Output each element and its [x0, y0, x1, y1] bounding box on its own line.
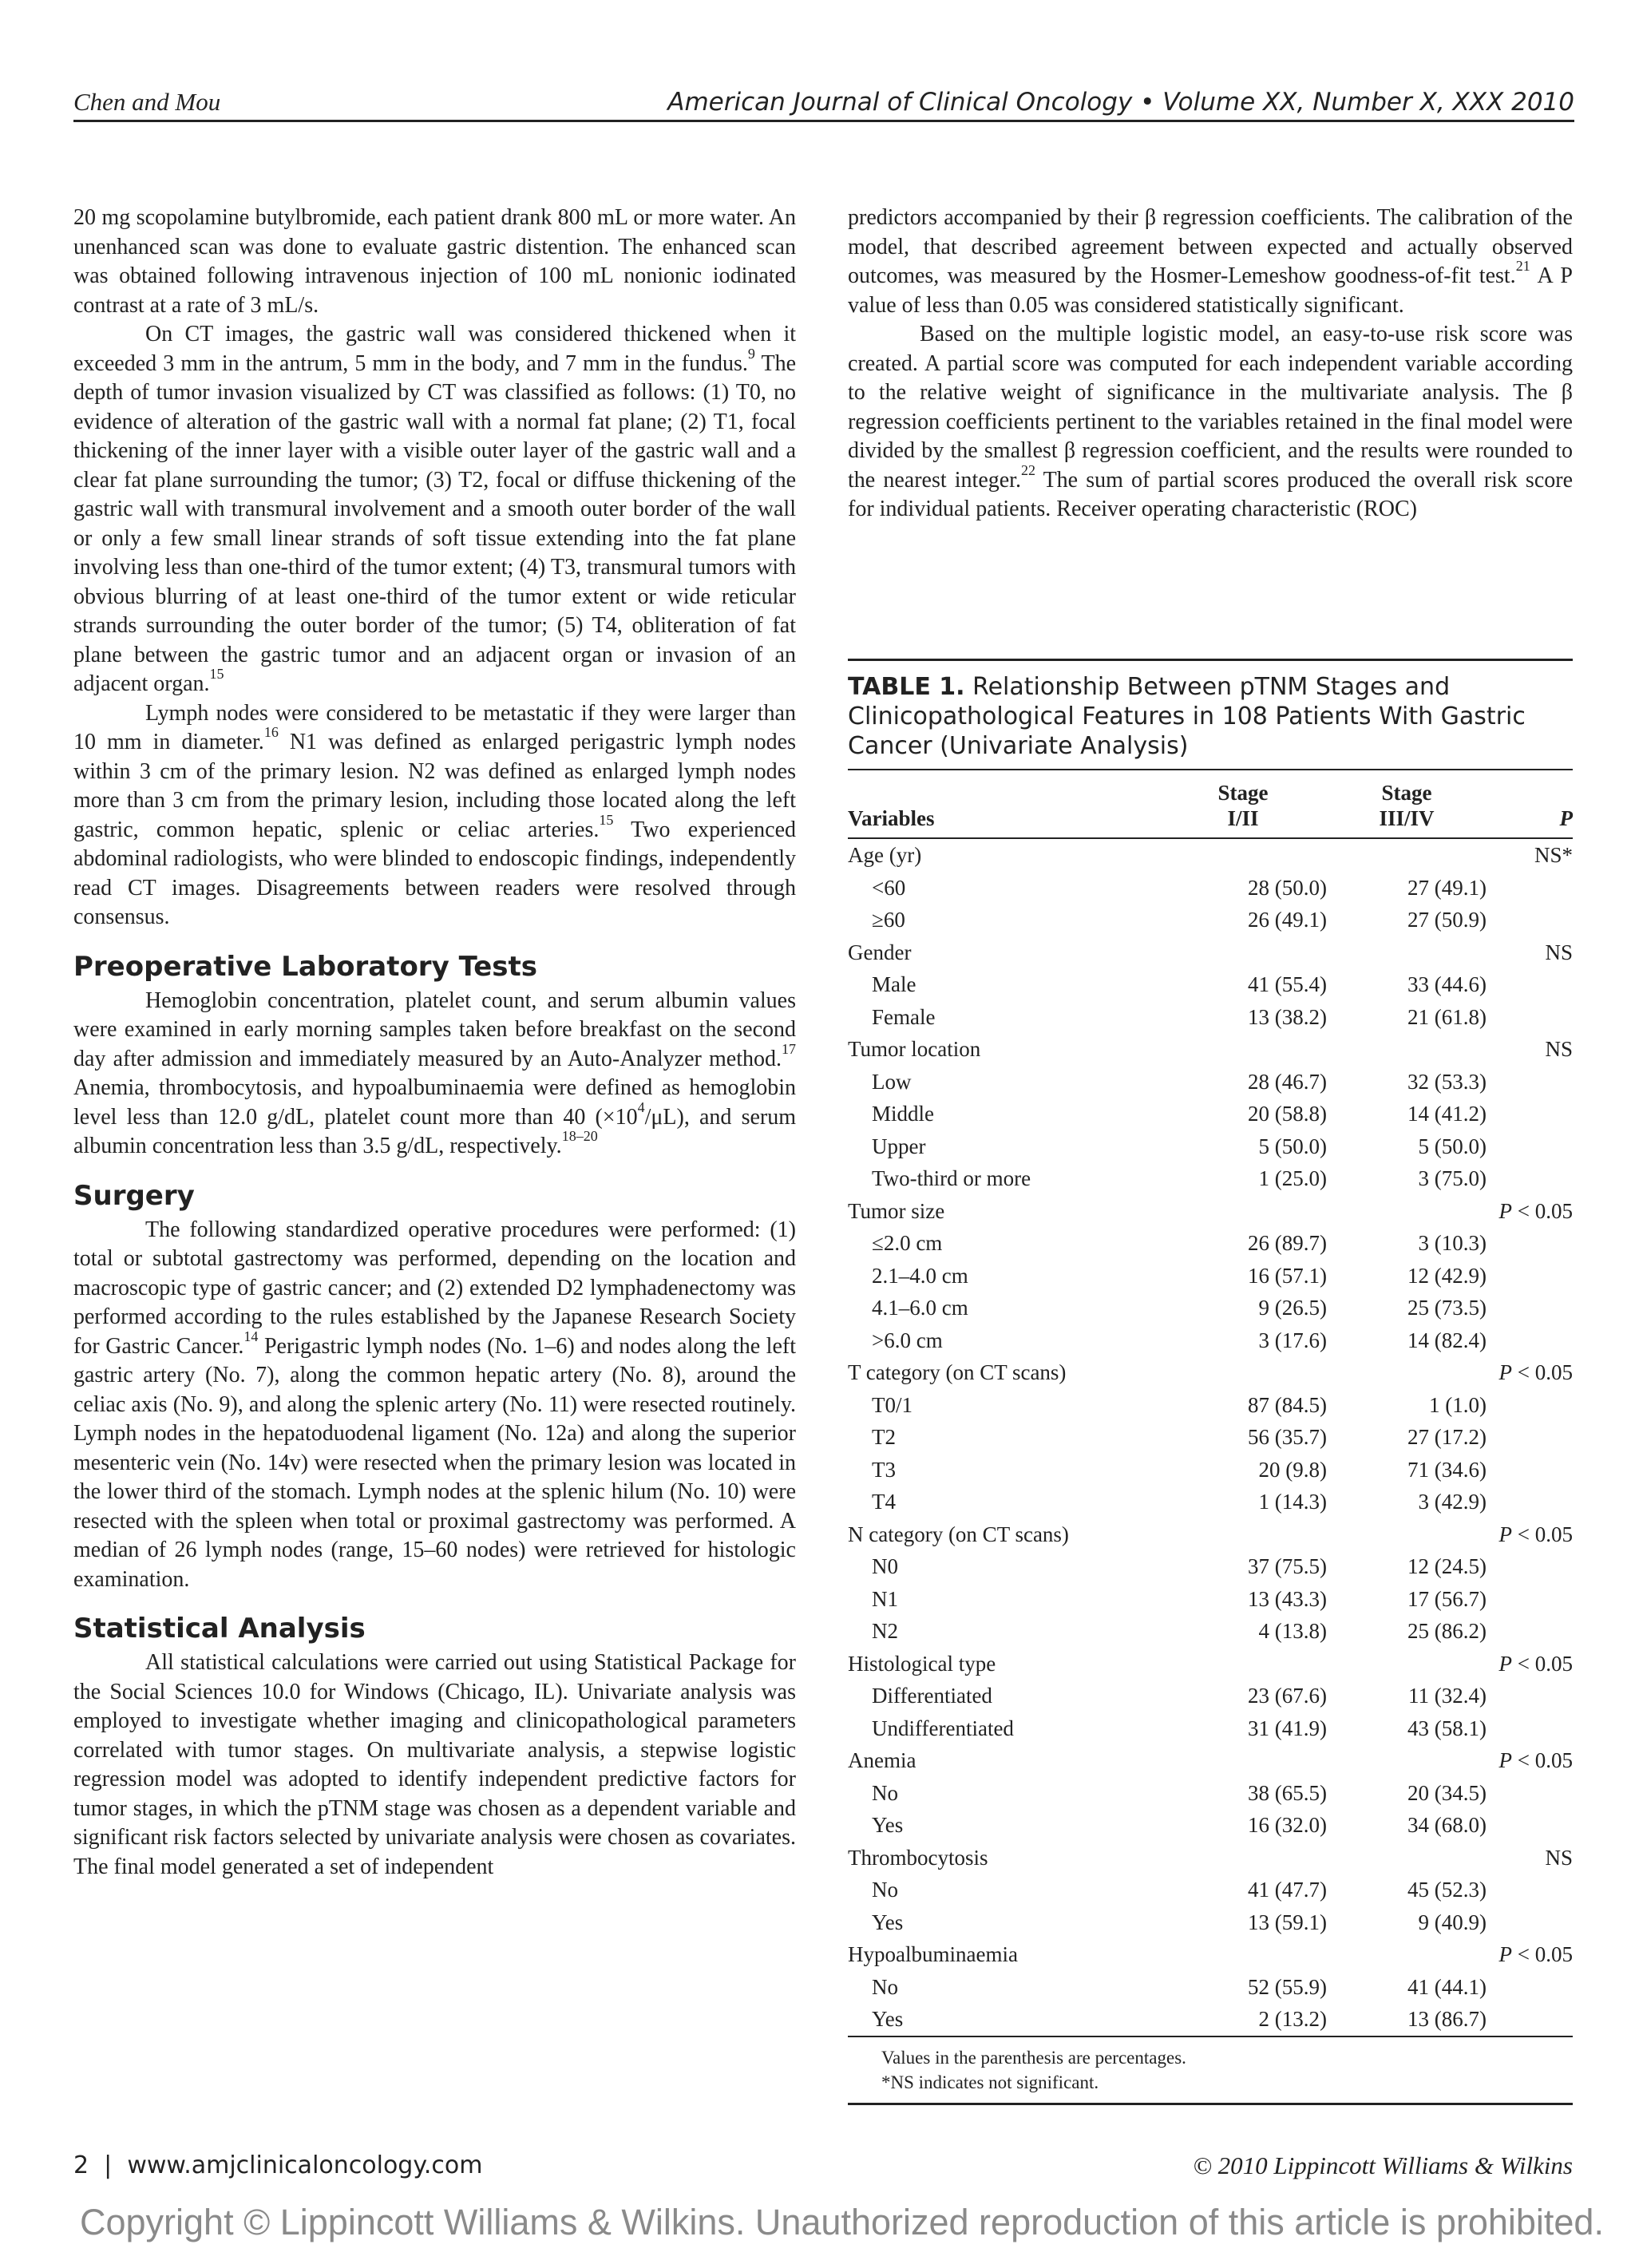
table-row [848, 838, 1573, 872]
table-row [848, 1809, 1573, 1842]
cell-p-value: NS* [1534, 843, 1573, 867]
table-row [848, 1292, 1573, 1324]
cell-stage-1-2: 13 (38.2) [1248, 1004, 1327, 1029]
cell-stage-3-4 [1327, 1195, 1487, 1228]
cell-p-value [1487, 1971, 1573, 2004]
cell-p-value [1487, 1583, 1573, 1616]
copyright-watermark: Copyright © Lippincott Williams & Wilkins. Unauthorized reproduction of this article is prohibited. [80, 2202, 1604, 2242]
table-row [848, 968, 1573, 1001]
cell-stage-3-4 [1327, 936, 1487, 969]
cell-stage-3-4 [1327, 838, 1487, 872]
paragraph [73, 1216, 796, 1595]
cell-p-value [1487, 1292, 1573, 1324]
table-caption [848, 659, 1573, 770]
cell-stage-1-2: 28 (50.0) [1248, 875, 1327, 900]
cell-variable: T0/1 [872, 1392, 913, 1417]
cell-stage-1-2: 1 (14.3) [1258, 1490, 1327, 1514]
table-row [848, 1162, 1573, 1195]
cell-stage-3-4: 41 (44.1) [1407, 1974, 1487, 1999]
table-row [848, 1130, 1573, 1163]
cell-stage-3-4: 3 (75.0) [1418, 1166, 1487, 1190]
citation: 9 [747, 345, 755, 362]
table-row [848, 936, 1573, 969]
cell-p-value [1487, 1680, 1573, 1712]
text: Based on the multiple logistic model, an easy-to-use risk score was created. A partial score was computed for each independent variable according to the relative weight of significance in the multivariate analysis. The β regression coefficients pertinent to the variables retained in the final model were divided by the smallest β regression coefficient, and the results were rounded to the nearest integer. [848, 322, 1573, 493]
table-note: *NS indicates not significant. [881, 2072, 1099, 2092]
cell-variable: Anemia [848, 1748, 916, 1772]
text: The sum of partial scores produced the overall risk score for individual patients. Receiver operating characteristic (ROC) [848, 467, 1573, 521]
cell-p-value [1487, 872, 1573, 904]
cell-p-value [1487, 1098, 1573, 1130]
citation: 18–20 [561, 1128, 598, 1144]
cell-stage-1-2: 3 (17.6) [1258, 1328, 1327, 1352]
section-heading: Preoperative Laboratory Tests [73, 950, 538, 983]
paragraph [73, 699, 796, 932]
table-row [848, 1486, 1573, 1518]
cell-stage-3-4: 43 (58.1) [1407, 1716, 1487, 1740]
cell-variable: Gender [848, 940, 912, 964]
cell-stage-3-4 [1327, 1938, 1487, 1971]
table-row [848, 1712, 1573, 1745]
paragraph [848, 204, 1573, 320]
cell-p-value: NS [1545, 1037, 1573, 1061]
cell-p-value [1487, 1550, 1573, 1583]
cell-p-value [1487, 1227, 1573, 1260]
cell-p-value [1487, 1874, 1573, 1906]
text: Perigastric lymph nodes (No. 1–6) and nodes along the left gastric artery (No. 7), along the common hepatic artery (No. 8), around the celiac axis (No. 9), and along the splenic artery (No. 11) were resected routinely. Lymph nodes in the hepatoduodenal ligament (No. 12a) and along the superior mesenteric vein (No. 14v) were resected when the primary lesion was located in the lower third of the stomach. Lymph nodes at the splenic hilum (No. 10) were resected with the spleen when total or proximal gastrectomy was performed. A median of 26 lymph nodes (range, 15–60 nodes) were retrieved for histologic examination. [73, 1333, 796, 1592]
table-footnotes [848, 2037, 1573, 2105]
cell-p-value [1487, 1066, 1573, 1098]
cell-variable: Thrombocytosis [848, 1845, 988, 1870]
table-row [848, 1033, 1573, 1066]
cell-stage-3-4 [1327, 1033, 1487, 1066]
cell-variable: No [872, 1780, 898, 1805]
cell-variable: Hypoalbuminaemia [848, 1942, 1018, 1966]
cell-variable: N category (on CT scans) [848, 1522, 1069, 1546]
cell-stage-1-2: 16 (57.1) [1248, 1263, 1327, 1288]
cell-p-value [1487, 1486, 1573, 1518]
cell-stage-1-2: 38 (65.5) [1248, 1780, 1327, 1805]
cell-p-value [1487, 1809, 1573, 1842]
cell-stage-1-2: 26 (89.7) [1248, 1231, 1327, 1255]
table-header-row [848, 770, 1573, 838]
table-row [848, 1648, 1573, 1680]
cell-stage-3-4: 1 (1.0) [1429, 1392, 1487, 1417]
table-row [848, 872, 1573, 904]
left-column [73, 204, 796, 1882]
col-header-stage-1-2: Stage I/II [1159, 770, 1327, 838]
table-note: Values in the parenthesis are percentages. [881, 2047, 1186, 2068]
section-heading: Statistical Analysis [73, 1613, 366, 1645]
table-row [848, 1421, 1573, 1454]
cell-stage-3-4: 27 (50.9) [1407, 908, 1487, 932]
cell-variable: ≤2.0 cm [872, 1231, 943, 1255]
cell-stage-1-2: 20 (58.8) [1248, 1102, 1327, 1126]
text: N1 was defined as enlarged perigastric lymph nodes within 3 cm of the primary lesion. N2 was defined as enlarged lymph nodes more than 3 cm from the primary lesion, including those located along the left gastric, common hepatic, splenic or celiac arteries. [73, 730, 796, 842]
data-table [848, 770, 1573, 2037]
table-row [848, 1583, 1573, 1616]
cell-variable: Male [872, 972, 916, 996]
cell-stage-3-4: 33 (44.6) [1407, 972, 1487, 996]
citation: 15 [599, 811, 614, 828]
cell-stage-1-2: 87 (84.5) [1248, 1392, 1327, 1417]
cell-p-value [1487, 968, 1573, 1001]
cell-stage-1-2 [1159, 1195, 1327, 1228]
text: /μL), and serum albumin concentration less than 3.5 g/dL, respectively. [73, 1104, 796, 1158]
cell-variable: Tumor size [848, 1198, 945, 1223]
cell-stage-3-4: 3 (10.3) [1418, 1231, 1487, 1255]
text: Anemia, thrombocytosis, and hypoalbuminaemia were defined as hemoglobin level less than 12.0 g/dL, platelet count more than 40 (×10 [73, 1075, 796, 1130]
table-row [848, 1971, 1573, 2004]
cell-stage-3-4: 17 (56.7) [1407, 1586, 1487, 1611]
cell-p-value: NS [1545, 940, 1573, 964]
cell-stage-3-4 [1327, 1356, 1487, 1389]
cell-stage-3-4: 32 (53.3) [1407, 1069, 1487, 1094]
cell-stage-3-4 [1327, 1518, 1487, 1551]
cell-p-value: P < 0.05 [1498, 1942, 1573, 1966]
cell-variable: Undifferentiated [872, 1716, 1014, 1740]
cell-stage-1-2: 20 (9.8) [1258, 1457, 1327, 1482]
paragraph: 20 mg scopolamine butylbromide, each patient drank 800 mL or more water. An unenhanced scan was done to evaluate gastric distention. The enhanced scan was obtained following intravenous injection of 100 mL nonionic iodinated contrast at a rate of 3 mL/s. [73, 205, 796, 318]
cell-stage-3-4: 12 (42.9) [1407, 1263, 1487, 1288]
text: The following standardized operative procedures were performed: (1) total or subtotal gastrectomy was performed, depending on the location and macroscopic type of gastric cancer; and (2) extended D2 lymphadenectomy was performed according to the rules established by the Japanese Research Society for Gastric Cancer. [73, 1217, 796, 1359]
cell-stage-1-2: 28 (46.7) [1248, 1069, 1327, 1094]
cell-variable: ≥60 [872, 908, 905, 932]
cell-stage-1-2: 16 (32.0) [1248, 1813, 1327, 1837]
citation: 15 [209, 666, 224, 682]
table-row [848, 1098, 1573, 1130]
cell-variable: T4 [872, 1490, 896, 1514]
cell-stage-3-4: 25 (86.2) [1407, 1619, 1487, 1643]
cell-variable: Yes [872, 1910, 904, 1934]
cell-p-value [1487, 1906, 1573, 1939]
table-row [848, 1842, 1573, 1874]
text: Hemoglobin concentration, platelet count, and serum albumin values were examined in early morning samples taken before breakfast on the second day after admission and immediately measured by an Auto-Analyzer method. [73, 988, 796, 1071]
cell-p-value: P < 0.05 [1498, 1748, 1573, 1772]
cell-variable: T3 [872, 1457, 896, 1482]
cell-stage-1-2: 37 (75.5) [1248, 1554, 1327, 1578]
cell-variable: >6.0 cm [872, 1328, 943, 1352]
cell-stage-1-2 [1159, 1033, 1327, 1066]
cell-p-value: P < 0.05 [1498, 1198, 1573, 1223]
table-row [848, 2003, 1573, 2036]
cell-variable: T2 [872, 1425, 896, 1449]
cell-p-value [1487, 1260, 1573, 1292]
cell-stage-3-4: 5 (50.0) [1418, 1134, 1487, 1158]
cell-variable: Upper [872, 1134, 926, 1158]
table-title: Relationship Between pTNM Stages and Clinicopathological Features in 108 Patients With Gastric Cancer (Univariate Analysis) [848, 673, 1526, 760]
cell-stage-1-2: 23 (67.6) [1248, 1684, 1327, 1708]
table-row [848, 1874, 1573, 1906]
cell-stage-1-2: 31 (41.9) [1248, 1716, 1327, 1740]
cell-p-value [1487, 1712, 1573, 1745]
cell-stage-1-2: 4 (13.8) [1258, 1619, 1327, 1643]
col-header-stage-3-4: Stage III/IV [1327, 770, 1487, 838]
text: Two experienced abdominal radiologists, who were blinded to endoscopic findings, independently read CT images. Disagreements between readers were resolved through consensus. [73, 817, 796, 929]
cell-p-value [1487, 1421, 1573, 1454]
cell-variable: Yes [848, 2003, 1159, 2036]
cell-stage-1-2 [1159, 1842, 1327, 1874]
cell-variable: Two-third or more [872, 1166, 1031, 1190]
cell-stage-1-2: 52 (55.9) [1248, 1974, 1327, 1999]
cell-p-value [1487, 2003, 1573, 2036]
table-row [848, 1066, 1573, 1098]
running-header [73, 88, 1574, 122]
cell-p-value [1487, 1615, 1573, 1648]
table-row [848, 1680, 1573, 1712]
cell-p-value [1487, 904, 1573, 936]
cell-stage-3-4: 21 (61.8) [1407, 1004, 1487, 1029]
citation: 17 [782, 1040, 796, 1057]
cell-stage-3-4: 27 (17.2) [1407, 1425, 1487, 1449]
cell-stage-1-2: 1 (25.0) [1258, 1166, 1327, 1190]
cell-stage-3-4 [1327, 1744, 1487, 1777]
cell-variable: 2.1–4.0 cm [872, 1263, 968, 1288]
cell-p-value [1487, 1130, 1573, 1163]
table-label: TABLE 1. [848, 673, 965, 701]
cell-variable: Tumor location [848, 1037, 981, 1061]
cell-variable: Low [872, 1069, 912, 1094]
cell-p-value [1487, 1001, 1573, 1034]
table-row [848, 1615, 1573, 1648]
text: A P value of less than 0.05 was considered statistically significant. [848, 263, 1573, 318]
cell-p-value: P < 0.05 [1498, 1360, 1573, 1384]
cell-variable: N2 [872, 1619, 898, 1643]
cell-p-value [1487, 1324, 1573, 1357]
table-row [848, 1518, 1573, 1551]
text: On CT images, the gastric wall was considered thickened when it exceeded 3 mm in the antrum, 5 mm in the body, and 7 mm in the fundus. [73, 322, 796, 376]
cell-stage-3-4: 71 (34.6) [1407, 1457, 1487, 1482]
cell-stage-3-4: 11 (32.4) [1408, 1684, 1487, 1708]
table-row [848, 1550, 1573, 1583]
cell-stage-1-2 [1159, 1356, 1327, 1389]
table-row [848, 1227, 1573, 1260]
cell-variable: Differentiated [872, 1684, 992, 1708]
cell-stage-1-2 [1159, 1518, 1327, 1551]
cell-stage-3-4 [1327, 1842, 1487, 1874]
table-row [848, 1938, 1573, 1971]
cell-stage-1-2 [1159, 1648, 1327, 1680]
cell-stage-3-4: 14 (41.2) [1407, 1102, 1487, 1126]
table-1 [848, 659, 1573, 2105]
table-row [848, 1744, 1573, 1777]
cell-p-value [1487, 1389, 1573, 1422]
cell-variable: No [872, 1974, 898, 1999]
citation: 14 [243, 1328, 259, 1344]
cell-variable: N0 [872, 1554, 898, 1578]
cell-p-value: NS [1545, 1845, 1573, 1870]
right-column [848, 204, 1573, 524]
cell-p-value [1487, 1454, 1573, 1486]
cell-variable: Age (yr) [848, 843, 922, 867]
header-journal: American Journal of Clinical Oncology • Volume XX, Number X, XXX 2010 [667, 88, 1574, 117]
section-heading: Surgery [73, 1179, 195, 1212]
table-row [848, 1001, 1573, 1034]
cell-stage-3-4: 14 (82.4) [1407, 1328, 1487, 1352]
cell-stage-1-2: 56 (35.7) [1248, 1425, 1327, 1449]
table-row [848, 1389, 1573, 1422]
cell-p-value [1487, 1777, 1573, 1810]
paragraph: All statistical calculations were carried out using Statistical Package for the Social Sciences 10.0 for Windows (Chicago, IL). Univariate analysis was employed to investigate whether imaging and clinicopathological parameters correlated with tumor stages. On multivariate analysis, a stepwise logistic regression model was adopted to identify independent predictive factors for tumor stages, in which the pTNM stage was chosen as a dependent variable and significant risk factors selected by univariate analysis were chosen as covariates. The final model generated a set of independent [73, 1650, 796, 1879]
cell-stage-1-2: 26 (49.1) [1248, 908, 1327, 932]
cell-stage-1-2: 41 (47.7) [1248, 1878, 1327, 1902]
citation: 22 [1020, 461, 1035, 478]
footer-page-url: 2 | www.amjclinicaloncology.com [73, 2151, 483, 2179]
cell-stage-1-2: 5 (50.0) [1258, 1134, 1327, 1158]
cell-stage-3-4: 25 (73.5) [1407, 1296, 1487, 1320]
paragraph [73, 320, 796, 699]
table-row [848, 1454, 1573, 1486]
cell-stage-3-4: 9 (40.9) [1418, 1910, 1487, 1934]
citation: 21 [1515, 258, 1530, 274]
table-row [848, 1906, 1573, 1939]
cell-stage-1-2: 2 (13.2) [1159, 2003, 1327, 2036]
cell-p-value: P < 0.05 [1498, 1522, 1573, 1546]
cell-variable: 4.1–6.0 cm [872, 1296, 968, 1320]
table-row [848, 1777, 1573, 1810]
cell-stage-1-2 [1159, 1744, 1327, 1777]
citation: 16 [263, 724, 279, 740]
text: The depth of tumor invasion visualized by CT was classified as follows: (1) T0, no evidence of alteration of the gastric wall with a normal fat plane; (2) T1, focal thickening of the inner layer with a visible outer layer of the gastric wall and a clear fat plane surrounding the tumor; (3) T2, focal or diffuse thickening of the gastric wall with transmural involvement and a smooth outer border of the wall or only a few small linear strands of soft tissue extending into the fat plane involving less than one-third of the tumor extent; (4) T3, transmural tumors with obvious blurring of at least one-third of the tumor extent or wide reticular strands surrounding the outer border of the tumor; (5) T4, obliteration of fat plane between the gastric tumor and an adjacent organ or invasion of an adjacent organ. [73, 350, 796, 696]
table-row [848, 1356, 1573, 1389]
cell-p-value: P < 0.05 [1498, 1651, 1573, 1676]
cell-p-value [1487, 1162, 1573, 1195]
cell-variable: Middle [872, 1102, 934, 1126]
cell-stage-3-4: 20 (34.5) [1407, 1780, 1487, 1805]
paragraph [848, 320, 1573, 524]
cell-stage-3-4: 34 (68.0) [1407, 1813, 1487, 1837]
cell-variable: Yes [872, 1813, 904, 1837]
cell-stage-1-2: 13 (59.1) [1248, 1910, 1327, 1934]
cell-stage-1-2: 9 (26.5) [1258, 1296, 1327, 1320]
cell-stage-3-4: 45 (52.3) [1407, 1878, 1487, 1902]
table-row [848, 1195, 1573, 1228]
cell-stage-1-2 [1159, 1938, 1327, 1971]
cell-stage-3-4: 27 (49.1) [1407, 875, 1487, 900]
cell-stage-3-4: 13 (86.7) [1327, 2003, 1487, 2036]
cell-stage-1-2 [1159, 838, 1327, 872]
text: Lymph nodes were considered to be metastatic if they were larger than 10 mm in diameter. [73, 700, 796, 754]
cell-variable: Histological type [848, 1651, 996, 1676]
cell-variable: <60 [872, 875, 906, 900]
col-header-variables: Variables [848, 770, 1159, 838]
cell-stage-3-4: 12 (24.5) [1407, 1554, 1487, 1578]
cell-stage-1-2: 13 (43.3) [1248, 1586, 1327, 1611]
cell-variable: T category (on CT scans) [848, 1360, 1067, 1384]
header-authors: Chen and Mou [73, 88, 221, 116]
cell-stage-3-4 [1327, 1648, 1487, 1680]
table-row [848, 1324, 1573, 1357]
paragraph [73, 987, 796, 1162]
col-header-p: P [1487, 770, 1573, 838]
cell-stage-1-2: 41 (55.4) [1248, 972, 1327, 996]
table-row [848, 1260, 1573, 1292]
exponent: 4 [637, 1098, 645, 1115]
table-row [848, 904, 1573, 936]
cell-variable: Female [872, 1004, 936, 1029]
cell-stage-1-2 [1159, 936, 1327, 969]
text: predictors accompanied by their β regression coefficients. The calibration of the model, that described agreement between expected and actually observed outcomes, was measured by the Hosmer-Lemeshow goodness-of-fit test. [848, 205, 1573, 288]
cell-variable: N1 [872, 1586, 898, 1611]
footer-copyright-notice: © 2010 Lippincott Williams & Wilkins [1193, 2151, 1573, 2179]
cell-stage-3-4: 3 (42.9) [1418, 1490, 1487, 1514]
cell-variable: No [872, 1878, 898, 1902]
